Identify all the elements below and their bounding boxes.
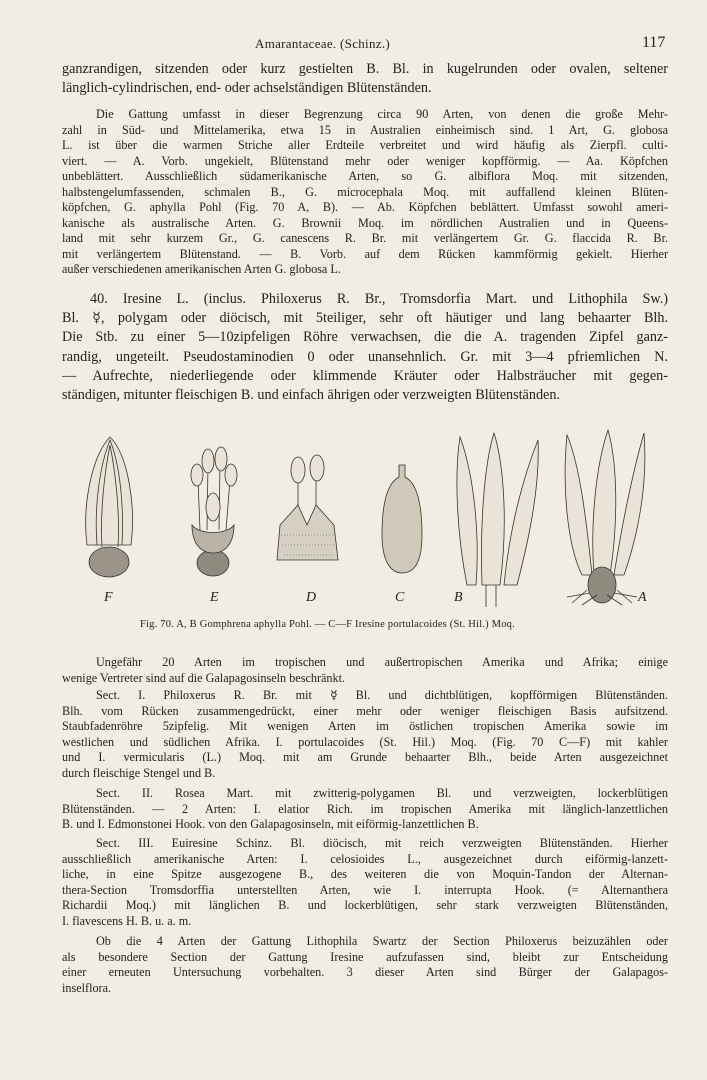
text-line: Ob die 4 Arten der Gattung Lithophila Swartz der Section Philoxerus beizuzählen oder <box>96 934 668 948</box>
text-line: halbstengelumfassenden, schmalen B., G. microcephala Moq. mit auffallend kleinen Blüten- <box>62 184 668 199</box>
figure-label-b: B <box>454 590 463 605</box>
text-line: Ungefähr 20 Arten im tropischen und außertropischen Amerika und Afrika; einige <box>96 655 668 669</box>
text-line: außer verschiedenen amerikanischen Arten G. globosa L. <box>62 262 341 276</box>
text-line: einer erneuten Untersuchung vorbehalten. 3 dieser Arten sind Bürger der Galapagos- <box>62 965 668 979</box>
text-line: Die Stb. zu einer 5—10zipfeligen Röhre verwachsen, die die A. tragenden Zipfel ganz- <box>62 329 668 346</box>
genus-iresine-description <box>62 290 668 405</box>
text-line: mit verlängertem Blütenstand. — B. Vorb. auf dem Rücken kammförmig gekielt. Hierher <box>62 246 668 261</box>
figure-70 <box>62 425 668 640</box>
text-line: wenige Vertreter sind auf die Galapagosinseln beschränkt. <box>62 670 346 685</box>
text-line: B. und I. Edmonstonei Hook. von den Galapagosinseln, mit eiförmig-lanzettlichen B. <box>62 817 479 831</box>
text-line: land mit sehr kurzem Gr., G. canescens R. Br. mit verlängertem Gr. G. flaccida R. Br. <box>62 231 668 245</box>
lithophila-paragraph <box>62 934 668 996</box>
distribution-paragraph <box>62 655 668 686</box>
text-line: Sect. I. Philoxerus R. Br. mit ☿ Bl. und dichtblütigen, kopfförmigen Blütenständen. <box>96 688 668 702</box>
text-line: Richardii Moq.) mit länglichen B. und lockerblütigen, sehr stark verzweigten Blütenständen, <box>62 898 668 912</box>
text-line: länglich-cylindrischen, end- oder achselständigen Blütenständen. <box>62 80 432 97</box>
section-3-euiresine <box>62 836 668 929</box>
text-line: westlichen und südlichen Afrika. I. portulacoides (St. Hil.) Moq. (Fig. 70 C—F) mit kahler <box>62 734 668 749</box>
figure-label-e: E <box>210 590 219 605</box>
text-line: liche, in eine Spitze ausgezogene B., des weiteren die von Moquin-Tandon der Alternan- <box>62 867 668 881</box>
text-line: randig, ungeteilt. Pseudostaminodien 0 oder unansehnlich. Gr. mit 3—4 pfriemlichen N. <box>62 348 668 365</box>
genus-heading-line: 40. Iresine L. (inclus. Philoxerus R. Br., Tromsdorfia Mart. und Lithophila Sw.) <box>90 291 668 307</box>
running-title: Amarantaceae. (Schinz.) <box>255 36 391 51</box>
gomphrena-paragraph <box>62 107 668 278</box>
text-line: Staubfadenröhre 5zipfelig. Mit wenigen Arten im östlichen tropischen Amerika sowie im <box>62 719 668 733</box>
text-line: I. flavescens H. B. u. a. m. <box>62 913 192 928</box>
section-2-rosea <box>62 786 668 833</box>
text-line: inselflora. <box>62 980 112 995</box>
text-line: Blh. vom Rücken zusammengedrückt, einer mehr oder weniger fleischigen Basis aufsitzend. <box>62 703 668 718</box>
figure-label-a: A <box>638 590 647 605</box>
page-number: 117 <box>642 34 666 51</box>
text-line: Sect. III. Euiresine Schinz. Bl. diöcisch, mit reich verzweigten Blütenständen. Hierher <box>96 836 668 850</box>
botanical-illustration <box>62 425 668 615</box>
text-line: Blütenständen. — 2 Arten: I. elatior Rich. im tropischen Amerika mit länglich-lanzettlichen <box>62 801 668 816</box>
flower-c-drawing <box>382 465 422 573</box>
figure-label-c: C <box>395 590 405 605</box>
text-line: thera-Section Tromsdorffia unterstellten Arten, wie I. interrupta Hook. (= Alternanthera <box>62 882 668 897</box>
text-line: als besondere Section der Gattung Iresine aufzufassen sind, bleibt zur Entscheidung <box>62 949 668 964</box>
text-line: unbeblättert. Ausschließlich südamerikanische Arten, so G. albiflora Moq. mit sitzenden, <box>62 169 668 183</box>
section-1-philoxerus <box>62 688 668 781</box>
flower-f-drawing <box>86 437 133 577</box>
intro-paragraph <box>62 60 668 98</box>
text-line: Die Gattung umfasst in dieser Begrenzung circa 90 Arten, von denen die große Mehr- <box>96 107 668 121</box>
text-line: ständigen, mitunter fleischigen B. und einfach ährigen oder verzweigten Blütenständen. <box>62 387 560 404</box>
text-line: viert. — A. Vorb. ungekielt, Blütenstand mehr oder weniger kopfförmig. — Aa. Köpfchen <box>62 153 668 168</box>
bracts-b-drawing <box>457 433 538 607</box>
page-header <box>0 34 707 54</box>
text-line: zahl in Süd- und Mittelamerika, etwa 15 in Australien einheimisch sind. 1 Art, G. globosa <box>62 122 668 137</box>
text-line: Bl. ☿, polygam oder diöcisch, mit 5teiliger, sehr oft häutiger und lang behaarter Blh. <box>62 310 668 327</box>
text-line: kanische als australische Arten. G. Brownii Moq. im nördlichen Australien und in Queens- <box>62 215 668 230</box>
figure-label-f: F <box>104 590 113 605</box>
text-line: Sect. II. Rosea Mart. mit zwitterig-polygamen Bl. und verzweigten, lockerblütigen <box>96 786 668 800</box>
figure-caption: Fig. 70. A, B Gomphrena aphylla Pohl. — C—F Iresine portulacoides (St. Hil.) Moq. <box>140 619 515 630</box>
flower-e-drawing <box>191 447 237 576</box>
text-line: köpfchen, G. aphylla Pohl (Fig. 70 A, B). — Ab. Köpfchen beblättert. Umfasst sowohl ameri- <box>62 200 668 214</box>
text-line: L. ist über die warmen Striche aller Erdteile verbreitet und wird häufig als Zierpfl. culti- <box>62 138 668 152</box>
text-line: ganzrandigen, sitzenden oder kurz gestielten B. Bl. in kugelrunden oder ovalen, seltener <box>62 61 668 77</box>
text-line: ausschließlich amerikanische Arten: I. celosioides L., ausgezeichnet durch eiförmig-lanzett- <box>62 851 668 866</box>
text-line: — Aufrechte, niederliegende oder klimmende Kräuter oder Halbsträucher mit gegen- <box>62 367 668 384</box>
flower-d-drawing <box>277 455 338 560</box>
text-line: durch fleischige Stengel und B. <box>62 765 216 780</box>
flower-a-drawing <box>565 430 645 605</box>
text-line: und I. vermicularis (L.) Moq. mit am Grunde behaarter Blh., beide Arten ausgezeichnet <box>62 750 668 764</box>
figure-label-d: D <box>306 590 317 605</box>
